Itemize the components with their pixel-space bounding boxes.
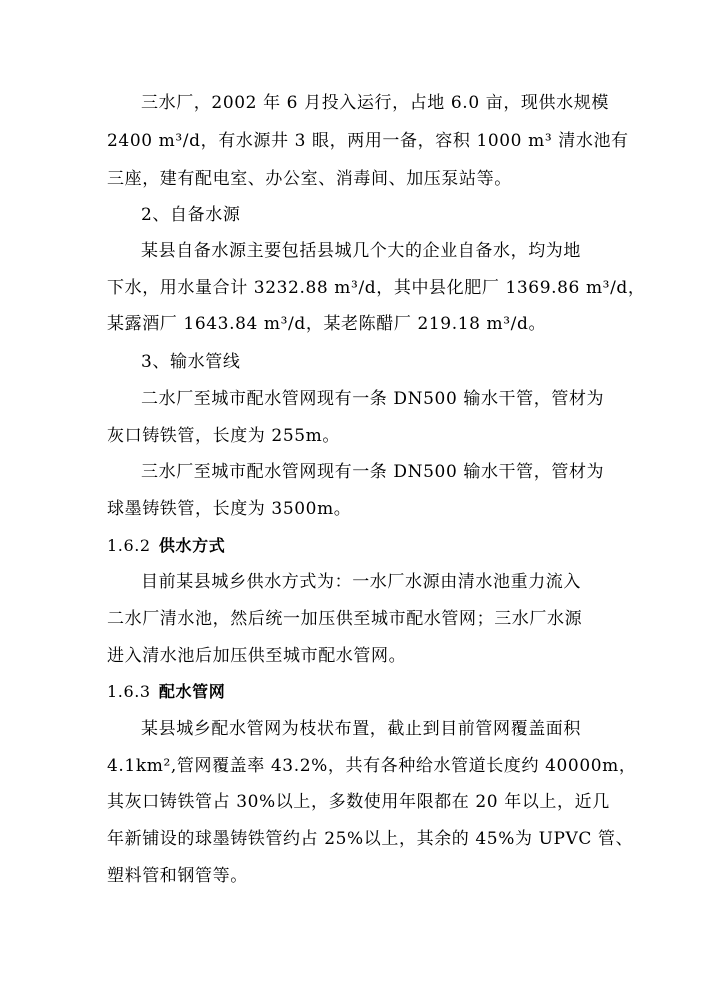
paragraph-line: 某露酒厂 1643.84 m³/d，某老陈醋厂 219.18 m³/d。 (107, 314, 547, 334)
section-heading (107, 681, 225, 703)
paragraph-line: 灰口铸铁管，长度为 255m。 (107, 426, 340, 446)
paragraph-line: 4.1km²,管网覆盖率 43.2%，共有各种给水管道长度约 40000m， (107, 756, 637, 776)
section-number: 1.6.2 (107, 536, 151, 555)
paragraph-line: 2400 m³/d，有水源井 3 眼，两用一备，容积 1000 m³ 清水池有 (107, 131, 629, 151)
subsection-heading: 2、自备水源 (141, 205, 241, 225)
paragraph-line: 三座，建有配电室、办公室、消毒间、加压泵站等。 (107, 169, 512, 189)
paragraph-line: 二水厂清水池，然后统一加压供至城市配水管网；三水厂水源 (107, 609, 583, 629)
paragraph-line: 某县城乡配水管网为枝状布置，截止到目前管网覆盖面积 (141, 719, 581, 739)
paragraph-line: 年新铺设的球墨铸铁管约占 25%以上，其余的 45%为 UPVC 管、 (107, 829, 634, 849)
paragraph-line: 某县自备水源主要包括县城几个大的企业自备水，均为地 (141, 241, 581, 261)
paragraph-line: 三水厂，2002 年 6 月投入运行，占地 6.0 亩，现供水规模 (141, 93, 609, 113)
paragraph-line: 目前某县城乡供水方式为：一水厂水源由清水池重力流入 (141, 572, 581, 592)
section-number: 1.6.3 (107, 682, 151, 701)
section-title: 供水方式 (158, 536, 226, 555)
paragraph-line: 二水厂至城市配水管网现有一条 DN500 输水干管，管材为 (141, 389, 605, 409)
paragraph-line: 其灰口铸铁管占 30%以上，多数使用年限都在 20 年以上，近几 (107, 792, 610, 812)
subsection-heading: 3、输水管线 (141, 352, 241, 372)
paragraph-line: 下水，用水量合计 3232.88 m³/d，其中县化肥厂 1369.86 m³/d， (107, 278, 646, 298)
section-heading (107, 535, 225, 557)
paragraph-line: 球墨铸铁管，长度为 3500m。 (107, 499, 352, 519)
paragraph-line: 三水厂至城市配水管网现有一条 DN500 输水干管，管材为 (141, 462, 605, 482)
paragraph-line: 进入清水池后加压供至城市配水管网。 (107, 646, 407, 666)
paragraph-line: 塑料管和钢管等。 (107, 866, 248, 886)
section-title: 配水管网 (158, 682, 226, 701)
